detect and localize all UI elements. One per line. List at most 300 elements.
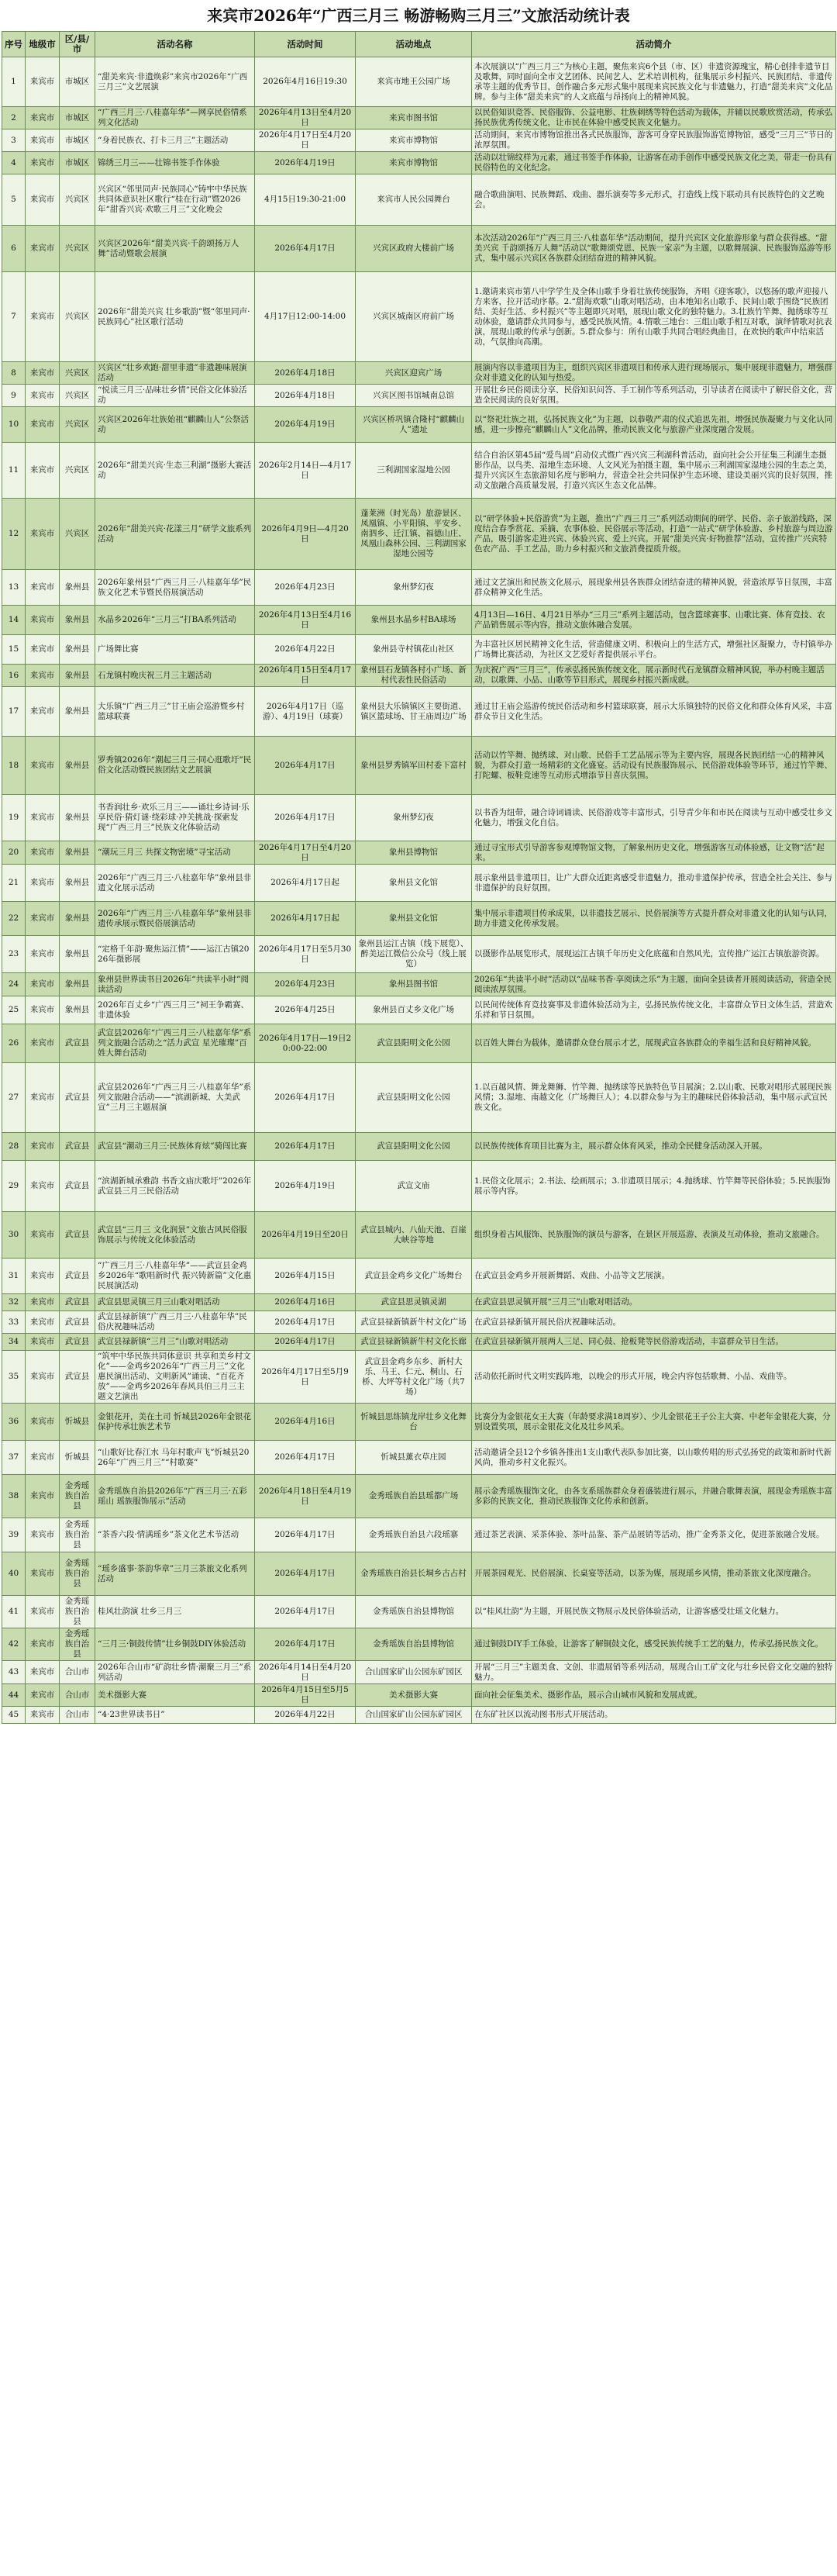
row-activity-time: 2026年4月17日 [255,1596,356,1628]
row-activity-time: 2026年4月17日 [255,1518,356,1552]
row-activity-intro: 通过文艺演出和民族文化展示，展现象州县各族群众团结奋进的精神风貌，营造浓厚节日氛围，丰富群众精神文化生活。 [472,570,836,606]
row-activity-place: 兴宾区城南区府前广场 [356,272,472,362]
row-activity-name: 兴宾区2026年壮族始祖“麒麟山人”公祭活动 [95,407,255,443]
row-activity-name: “甜美来宾·非遗焕彩”来宾市2026年“广西三月三”文艺展演 [95,57,255,107]
row-activity-time: 2026年4月17日至4月20日 [255,129,356,152]
row-activity-place: 金秀瑶族自治县博物馆 [356,1628,472,1661]
row-activity-time: 2026年4月17日 [255,1334,356,1351]
row-activity-intro: 1.民俗文化展示；2.书法、绘画展示；3.非遗项目展示；4.抛绣球、竹竿舞等民俗体验；5.民族服饰展示等内容。 [472,1161,836,1212]
row-activity-place: 蓬莱洲（时光岛）旅游景区、凤凰镇、小平阳镇、平安乡、南泗乡、迁江镇、福德山庄、凤凰山森林公园、三利湖国家湿地公园等 [356,499,472,570]
row-county: 金秀瑶族自治县 [60,1475,95,1518]
row-activity-name: “三月三·铜鼓传情”壮乡铜鼓DIY体验活动 [95,1628,255,1661]
row-activity-place: 来宾市地王公园广场 [356,57,472,107]
row-number: 34 [2,1334,26,1351]
row-activity-name: 武宣县“潮动三月三·民族体育炫”骑闯比赛 [95,1133,255,1161]
row-activity-time: 2026年4月17日（巡游）、4月19日（球赛） [255,687,356,737]
table-row [2,1552,836,1596]
row-activity-intro: 开展茶园观光、民俗展演、长桌宴等活动，以茶为媒，展现瑶乡风情，推动茶旅文化深度融合。 [472,1552,836,1596]
row-activity-intro: 在武宣县思灵镇开展“三月三”山歌对唱活动。 [472,1294,836,1311]
row-county: 象州县 [60,737,95,795]
row-city: 来宾市 [26,272,60,362]
row-activity-intro: 以书香为纽带，融合诗词诵读、民俗游戏等丰富形式，引导青少年和市民在阅读与互动中感受壮乡文化魅力，增强文化自信。 [472,795,836,841]
table-row [2,973,836,996]
row-activity-intro: 以“桂风壮韵”为主题，开展民族文物展示及民俗体验活动，让游客感受壮瑶文化魅力。 [472,1596,836,1628]
row-activity-place: 兴宾区迎宾广场 [356,362,472,385]
row-activity-time: 2026年4月23日 [255,570,356,606]
row-activity-time: 2026年4月13日至4月16日 [255,606,356,635]
row-activity-intro: 以百姓大舞台为载体，邀请群众登台展示才艺，展现武宣各族群众的幸福生活和良好精神风貌。 [472,1024,836,1063]
row-number: 44 [2,1684,26,1707]
row-activity-time: 2026年2月14日—4月17日 [255,443,356,499]
row-activity-intro: 以“研学体验+民俗游赏”为主题，推出“广西三月三”系列活动期间的研学、民俗、亲子旅游线路，深度结合春季赏花、采摘、农事体验、民俗展示等活动，打造“一站式”研学体验游、乡村旅游与周边游产品，吸引游客走进兴宾、体验兴宾、爱上兴宾。开展“甜美兴宾·好物推荐”活动，宣传推广兴宾特色农产品、手工艺品，助力乡村振兴和文旅消费提质升级。 [472,499,836,570]
row-activity-name: “瑶乡盛事·茶韵华章”三月三茶旅文化系列活动 [95,1552,255,1596]
table-row [2,606,836,635]
row-activity-place: 武宣县阳明文化公园 [356,1024,472,1063]
row-activity-intro: 集中展示非遗项目传承成果，以非遗技艺展示、民俗展演等方式提升群众对非遗文化的认知与认同，助力非遗文化传承发展。 [472,902,836,936]
row-county: 象州县 [60,996,95,1024]
row-activity-intro: 通过铜鼓DIY手工体验，让游客了解铜鼓文化，感受民族传统手工艺的魅力，传承弘扬民族文化。 [472,1628,836,1661]
row-activity-intro: 为丰富社区居民精神文化生活，营造健康文明、积极向上的生活方式，增强社区凝聚力，寺村镇举办广场舞比赛活动，为社区文艺爱好者提供展示平台。 [472,635,836,665]
row-activity-intro: 2026年“共读半小时”活动以“品味书香·享阅读之乐”为主题，面向全县读者开展阅读活动，营造全民阅读浓厚氛围。 [472,973,836,996]
row-number: 35 [2,1351,26,1404]
row-county: 兴宾区 [60,407,95,443]
row-city: 来宾市 [26,1161,60,1212]
row-activity-place: 金秀瑶族自治县瑶都广场 [356,1475,472,1518]
row-activity-intro: 组织身着古风服饰、民族服饰的演员与游客，在景区开展巡游、表演及互动体验，推动文旅融合。 [472,1212,836,1259]
row-activity-time: 2026年4月17日—19日20:00-22:00 [255,1024,356,1063]
row-activity-intro: 展示金秀瑶族服饰文化，由各支系瑶族群众身着盛装进行展示，并融合歌舞表演，展现金秀瑶族丰富多彩的民族文化，推动民族服饰文化传承和创新。 [472,1475,836,1518]
row-activity-time: 2026年4月17日至4月20日 [255,841,356,865]
row-number: 6 [2,226,26,272]
table-row [2,936,836,973]
row-activity-time: 2026年4月17日 [255,1552,356,1596]
row-activity-place: 武宣县禄新镇新牛村文化长廊 [356,1334,472,1351]
row-activity-time: 2026年4月19日 [255,152,356,174]
row-activity-name: “广西三月三·八桂嘉年华”—网享民俗情系列文化活动 [95,107,255,129]
row-activity-intro: 在东矿社区以流动图书形式开展活动。 [472,1707,836,1724]
row-city: 来宾市 [26,1311,60,1334]
table-row [2,1294,836,1311]
row-activity-time: 2026年4月15日至4月17日 [255,665,356,687]
table-row [2,499,836,570]
row-county: 武宣县 [60,1259,95,1294]
row-activity-name: 2026年“甜美兴宾·花漾三月”研学文旅系列活动 [95,499,255,570]
row-activity-name: 兴宾区2026年“甜美兴宾·千韵颂扬万人舞”活动暨歌会展演 [95,226,255,272]
row-activity-name: 2026年象州县“广西三月三·八桂嘉年华”民族文化艺术节暨民俗展演活动 [95,570,255,606]
row-activity-time: 4月15日19:30-21:00 [255,174,356,226]
row-activity-name: 2026年“广西三月三·八桂嘉年华”象州县非遗传承展示暨民俗展演活动 [95,902,255,936]
row-city: 来宾市 [26,499,60,570]
row-number: 23 [2,936,26,973]
row-activity-intro: 本次展演以“广西三月三”为核心主题，聚焦来宾6个县（市、区）非遗资源瑰宝，精心创排非遗节目及歌舞，同时面向全市文艺团体、民间艺人、艺术培训机构，征集展示乡村振兴、民族团结、非遗传承等主题的优秀节目，创作融合多元形式集中展现来宾民族文化与非遗魅力，打造“甜美来宾”文化品牌。参与主体“甜美来宾”的人文底蕴与昂扬向上的精神风貌。 [472,57,836,107]
row-activity-place: 忻城县薰衣草庄园 [356,1441,472,1475]
table-row [2,1259,836,1294]
table-row [2,1661,836,1684]
row-county: 忻城县 [60,1404,95,1441]
table-row [2,362,836,385]
row-number: 36 [2,1404,26,1441]
table-row [2,1133,836,1161]
row-activity-time: 2026年4月13日至4月20日 [255,107,356,129]
row-activity-intro: 融合歌曲演唱、民族舞蹈、戏曲、器乐演奏等多元形式，打造线上线下联动具有民族特色的文艺晚会。 [472,174,836,226]
row-activity-intro: 展演内容以非遗项目为主，组织兴宾区非遗项目和传承人进行现场展示，集中展现非遗魅力，增强群众对非遗文化的认知与热爱。 [472,362,836,385]
row-activity-time: 2026年4月15日至5月5日 [255,1684,356,1707]
row-city: 来宾市 [26,407,60,443]
row-activity-time: 2026年4月17日 [255,1311,356,1334]
row-county: 兴宾区 [60,174,95,226]
row-county: 象州县 [60,973,95,996]
row-number: 43 [2,1661,26,1684]
header-city: 地级市 [26,32,60,57]
row-activity-name: 大乐镇“广西三月三”甘王庙会巡游暨乡村篮球联赛 [95,687,255,737]
row-activity-place: 兴宾区桥巩镇合隆村“麒麟山人”遗址 [356,407,472,443]
table-row [2,443,836,499]
row-activity-time: 2026年4月19日至20日 [255,1212,356,1259]
table-row [2,687,836,737]
row-activity-place: 忻城县思练镇龙岸壮乡文化舞台 [356,1404,472,1441]
row-number: 14 [2,606,26,635]
row-activity-place: 象州县百丈乡文化广场 [356,996,472,1024]
row-number: 26 [2,1024,26,1063]
row-county: 市城区 [60,129,95,152]
row-number: 27 [2,1063,26,1133]
row-number: 29 [2,1161,26,1212]
row-city: 来宾市 [26,107,60,129]
row-activity-name: 武宣县禄新镇“广西三月三·八桂嘉年华”民俗庆祝趣味活动 [95,1311,255,1334]
row-activity-name: “山歌好比春江水 马年村歌声飞”忻城县2026年“广西三月三”“村歌赛” [95,1441,255,1475]
row-activity-place: 合山国家矿山公园东矿园区 [356,1707,472,1724]
row-activity-name: 2026年百丈乡“广西三月三”祠王争霸赛、非遗体验 [95,996,255,1024]
row-county: 象州县 [60,606,95,635]
row-activity-intro: 在武宣县禄新镇开展民俗庆祝趣味活动。 [472,1311,836,1334]
row-county: 金秀瑶族自治县 [60,1518,95,1552]
row-activity-intro: 活动期间，来宾市博物馆推出各式民族服饰，游客可身穿民族服饰游览博物馆，感受“三月三”节日的浓厚氛围。 [472,129,836,152]
table-row [2,1518,836,1552]
row-activity-intro: 以民族传统体育项目比赛为主，展示群众体育风采，推动全民健身活动深入开展。 [472,1133,836,1161]
row-number: 21 [2,865,26,902]
row-activity-name: “身着民族衣、打卡三月三”主题活动 [95,129,255,152]
table-row [2,1161,836,1212]
row-city: 来宾市 [26,795,60,841]
table-row [2,129,836,152]
row-activity-name: 武宣县禄新镇“三月三”山歌对唱活动 [95,1334,255,1351]
row-city: 来宾市 [26,996,60,1024]
row-county: 金秀瑶族自治县 [60,1552,95,1596]
row-city: 来宾市 [26,1212,60,1259]
row-number: 45 [2,1707,26,1724]
table-row [2,385,836,407]
row-activity-place: 象州县博物馆 [356,841,472,865]
row-county: 合山市 [60,1684,95,1707]
row-city: 来宾市 [26,1707,60,1724]
row-activity-place: 武宣县金鸡乡东乡、新村大乐、马王、仁元、桐山、石桥、大坪等村文化广场（共7场） [356,1351,472,1404]
row-number: 15 [2,635,26,665]
row-activity-place: 武宣县金鸡乡文化广场舞台 [356,1259,472,1294]
row-city: 来宾市 [26,1628,60,1661]
table-row [2,665,836,687]
row-county: 象州县 [60,687,95,737]
row-county: 武宣县 [60,1294,95,1311]
row-activity-time: 2026年4月9日—4月20日 [255,499,356,570]
table-row [2,272,836,362]
table-row [2,1063,836,1133]
row-activity-time: 2026年4月18日 [255,362,356,385]
row-number: 12 [2,499,26,570]
row-activity-place: 来宾市博物馆 [356,129,472,152]
row-activity-place: 武宣县阳明文化公园 [356,1063,472,1133]
row-activity-name: “滨湖新城承雅韵 书香文庙庆歌圩”2026年武宣县三月三民俗活动 [95,1161,255,1212]
row-number: 28 [2,1133,26,1161]
row-activity-time: 2026年4月14日至4月20日 [255,1661,356,1684]
row-activity-name: 金秀瑶族自治县2026年“广西三月三·五彩瑶山 瑶族服饰展示”活动 [95,1475,255,1518]
row-activity-name: 书香润壮乡·欢乐三月三——诵壮乡诗词·乐享民俗·猜灯谜·绕彩球·冲关挑战·探索发现“广西三月三”民族文化体验活动 [95,795,255,841]
row-county: 象州县 [60,665,95,687]
row-number: 33 [2,1311,26,1334]
row-city: 来宾市 [26,174,60,226]
row-county: 武宣县 [60,1063,95,1133]
row-number: 32 [2,1294,26,1311]
row-county: 象州县 [60,902,95,936]
row-activity-name: 桂风壮韵演 壮乡三月三 [95,1596,255,1628]
row-city: 来宾市 [26,1552,60,1596]
row-activity-time: 2026年4月17日 [255,226,356,272]
row-county: 武宣县 [60,1334,95,1351]
row-city: 来宾市 [26,1661,60,1684]
row-activity-place: 来宾市图书馆 [356,107,472,129]
row-city: 来宾市 [26,385,60,407]
row-activity-place: 象州县大乐镇镇区主要街道、镇区篮球场、甘王庙周边广场 [356,687,472,737]
row-activity-name: 锦绣三月三——壮锦书签手作体验 [95,152,255,174]
row-city: 来宾市 [26,737,60,795]
header-time: 活动时间 [255,32,356,57]
row-activity-time: 2026年4月15日 [255,1259,356,1294]
row-activity-name: “定格千年韵·聚焦运江情”——运江古镇2026年摄影展 [95,936,255,973]
row-county: 合山市 [60,1661,95,1684]
row-activity-place: 象州县运江古镇（线下展览）、醉美运江微信公众号（线上展览） [356,936,472,973]
table-row [2,1351,836,1404]
row-number: 25 [2,996,26,1024]
row-activity-time: 2026年4月17日 [255,737,356,795]
row-activity-time: 2026年4月17日 [255,1628,356,1661]
row-activity-time: 2026年4月16日 [255,1404,356,1441]
row-city: 来宾市 [26,443,60,499]
row-number: 17 [2,687,26,737]
row-activity-intro: 活动依托新时代文明实践阵地，以晚会的形式开展，晚会内容包括歌舞、小品、戏曲等。 [472,1351,836,1404]
table-row [2,737,836,795]
row-county: 象州县 [60,865,95,902]
row-activity-name: 石龙镇村晚庆祝三月三主题活动 [95,665,255,687]
header-intro: 活动简介 [472,32,836,57]
row-activity-place: 合山国家矿山公园东矿园区 [356,1661,472,1684]
table-row [2,635,836,665]
row-county: 市城区 [60,152,95,174]
row-number: 5 [2,174,26,226]
row-county: 武宣县 [60,1133,95,1161]
table-row [2,996,836,1024]
row-city: 来宾市 [26,1133,60,1161]
row-city: 来宾市 [26,865,60,902]
row-activity-intro: 以民间传统体育竞技赛事及非遗体验活动为主，弘扬民族传统文化，丰富群众节日文体生活，营造欢乐祥和节日氛围。 [472,996,836,1024]
row-city: 来宾市 [26,1404,60,1441]
row-city: 来宾市 [26,57,60,107]
row-activity-intro: 1.邀请来宾市第八中学学生及全体山歌手身着壮族传统服饰，齐唱《迎客歌》，以悠扬的歌声迎接八方来客，拉开活动序幕。2.“甜海欢歌”山歌对唱活动，由本地知名山歌手、民间山歌手围绕“民族团结、美好生活、乡村振兴”等主题即兴对唱，展现山歌文化的独特魅力。3.壮族竹竿舞、抛绣球等互动体验，邀请群众共同参与，感受民族风情。4.情歌三地台：三组山歌手相互对歌，演绎情歌对抗表演，展现山歌的传承与创新。5.群众参与：所有山歌手共同合唱经典曲目，在欢快的歌声中结束活动，气氛推向高潮。 [472,272,836,362]
row-city: 来宾市 [26,1475,60,1518]
row-number: 31 [2,1259,26,1294]
table-row [2,1684,836,1707]
header-county: 区/县/市 [60,32,95,57]
row-city: 来宾市 [26,1351,60,1404]
row-number: 18 [2,737,26,795]
row-activity-time: 2026年4月17日起 [255,865,356,902]
row-number: 22 [2,902,26,936]
row-activity-intro: 展示象州县非遗项目，让广大群众近距离感受非遗魅力，推动非遗保护传承，营造全社会关注、参与非遗保护的良好氛围。 [472,865,836,902]
row-activity-name: 武宣县2026年“广西三月三·八桂嘉年华”系列文旅融合活动之“活力武宣 星光璀璨”百姓大舞台活动 [95,1024,255,1063]
row-activity-intro: 在武宣县金鸡乡开展新舞蹈、戏曲、小品等文艺展演。 [472,1259,836,1294]
row-activity-name: “筑牢中华民族共同体意识 共享和美乡村文化”——金鸡乡2026年“广西三月三”文化惠民演出活动、文明新风”诵读、“百花齐放”——金鸡乡2026年春风具伯三月三主题文艺演出 [95,1351,255,1404]
row-city: 来宾市 [26,129,60,152]
row-city: 来宾市 [26,1684,60,1707]
row-activity-time: 2026年4月16日 [255,1294,356,1311]
row-activity-time: 2026年4月18日至4月19日 [255,1475,356,1518]
table-row [2,865,836,902]
row-number: 19 [2,795,26,841]
row-activity-name: 广场舞比赛 [95,635,255,665]
row-county: 武宣县 [60,1161,95,1212]
table-row [2,1441,836,1475]
row-city: 来宾市 [26,635,60,665]
row-activity-intro: 开展“三月三”主题美食、文创、非遗展销等系列活动，展现合山工矿文化与壮乡民俗文化交融的独特魅力。 [472,1661,836,1684]
row-county: 金秀瑶族自治县 [60,1628,95,1661]
row-activity-place: 象州县石龙镇各村小广场、新村代表性民俗活动 [356,665,472,687]
table-row [2,1404,836,1441]
row-number: 39 [2,1518,26,1552]
table-row [2,226,836,272]
row-county: 兴宾区 [60,499,95,570]
row-activity-intro: 活动邀请全县12个乡镇各推出1支山歌代表队参加比赛，以山歌传唱的形式弘扬党的政策和新时代新风尚，推动乡村文化振兴。 [472,1441,836,1475]
row-city: 来宾市 [26,1596,60,1628]
row-city: 来宾市 [26,665,60,687]
row-activity-time: 2026年4月19日 [255,1161,356,1212]
row-activity-name: 罗秀镇2026年“潮起三月三·同心逛歌圩”民俗文化活动暨民族团结文艺展演 [95,737,255,795]
row-activity-name: 金银花开，美在土司 忻城县2026年金银花保护传承壮族艺术节 [95,1404,255,1441]
row-activity-name: 水晶乡2026年“三月三”打BA系列活动 [95,606,255,635]
row-activity-name: 象州县世界读书日2026年“共读半小时”阅读活动 [95,973,255,996]
row-activity-name: “潮玩三月三 共探文物密境”寻宝活动 [95,841,255,865]
row-activity-place: 来宾市博物馆 [356,152,472,174]
row-city: 来宾市 [26,1063,60,1133]
row-activity-intro: 通过甘王庙会巡游传统民俗活动和乡村篮球联赛，展示大乐镇独特的民俗文化和群众体育风采，丰富群众节日文化生活。 [472,687,836,737]
row-activity-place: 武宣文庙 [356,1161,472,1212]
row-number: 24 [2,973,26,996]
row-county: 武宣县 [60,1351,95,1404]
row-activity-name: “广西三月三·八桂嘉年华”——武宣县金鸡乡2026年“歌唱新时代 振兴铸新篇”文化惠民展演活动 [95,1259,255,1294]
row-activity-place: 美术摄影大赛 [356,1684,472,1707]
row-county: 武宣县 [60,1212,95,1259]
row-number: 13 [2,570,26,606]
row-activity-intro: 4月13日—16日、4月21日举办“三月三”系列主题活动，包含篮球赛事、山歌比赛、体育竞技、农产品销售展示等内容，推动文旅体融合发展。 [472,606,836,635]
table-row [2,1024,836,1063]
row-number: 9 [2,385,26,407]
row-county: 市城区 [60,57,95,107]
row-number: 37 [2,1441,26,1475]
row-activity-intro: 比赛分为金银花女王大赛（年龄要求满18周岁）、少儿金银花王子公主大赛、中老年金银花大赛，分别设置奖项，展示金银花文化及壮乡风采。 [472,1404,836,1441]
table-row [2,1628,836,1661]
row-number: 1 [2,57,26,107]
row-activity-intro: 1.以百越风情、舞龙舞狮、竹竿舞、抛绣球等民族特色节目展演；2.以山歌、民歌对唱形式展现民族风情；3.湿地、南越文化（广场舞巨人）；4.以群众参与为主的趣味民俗体验活动，集中展示武宣民族文化。 [472,1063,836,1133]
row-county: 市城区 [60,107,95,129]
row-activity-place: 象州县寺村镇花山社区 [356,635,472,665]
row-number: 11 [2,443,26,499]
row-activity-place: 兴宾区图书馆城南总馆 [356,385,472,407]
row-city: 来宾市 [26,1441,60,1475]
row-activity-time: 2026年4月22日 [255,1707,356,1724]
row-city: 来宾市 [26,226,60,272]
table-row [2,1707,836,1724]
row-city: 来宾市 [26,1259,60,1294]
row-activity-intro: 结合自治区第45届“爱鸟周”启动仪式暨广西兴宾三利湖科普活动，面向社会公开征集三利湖生态摄影作品，以鸟类、湿地生态环境、人文风光为拍摄主题，集中展示三利湖国家湿地公园的生态之美，提升兴宾区生态旅游知名度与影响力，营造全社会共同保护生态环境、建设美丽兴宾的良好氛围，推动文旅融合高质量发展，打造兴宾区生态文化品牌。 [472,443,836,499]
row-activity-intro: 开展壮乡民俗阅读分享、民俗知识问答、手工制作等系列活动，引导读者在阅读中了解民俗文化，营造全民阅读的良好氛围。 [472,385,836,407]
row-activity-time: 2026年4月17日至5月30日 [255,936,356,973]
row-activity-time: 4月17日12:00-14:00 [255,272,356,362]
table-row [2,570,836,606]
row-number: 8 [2,362,26,385]
row-activity-intro: 活动以壮锦纹样为元素，通过书签手作体验，让游客在动手创作中感受民族文化之美，带走一份具有民俗特色的文化纪念。 [472,152,836,174]
row-activity-name: 武宣县“三月三 文化润景”文旅古风民俗服饰展示与传统文化体验活动 [95,1212,255,1259]
sheet-title: 来宾市2026年“广西三月三 畅游畅购三月三”文旅活动统计表 [207,6,630,25]
row-county: 兴宾区 [60,385,95,407]
row-city: 来宾市 [26,687,60,737]
header-row [2,32,836,57]
row-city: 来宾市 [26,1334,60,1351]
row-activity-time: 2026年4月17日 [255,1063,356,1133]
row-city: 来宾市 [26,1518,60,1552]
row-activity-place: 武宣县城内、八仙天池、百崖大峡谷等地 [356,1212,472,1259]
row-activity-name: 2026年“甜美兴宾 壮乡歌韵”暨“邻里同声·民族同心”社区歌行活动 [95,272,255,362]
row-activity-place: 武宣县阳明文化公园 [356,1133,472,1161]
row-activity-name: “茶香六段·情满瑶乡”茶文化艺术节活动 [95,1518,255,1552]
activity-table [2,31,836,1724]
row-county: 兴宾区 [60,443,95,499]
row-activity-name: 2026年合山市“矿韵壮乡情·潮聚三月三”系列活动 [95,1661,255,1684]
row-activity-place: 三利湖国家湿地公园 [356,443,472,499]
row-activity-intro: 活动以竹竿舞、抛绣球、对山歌、民俗手工艺品展示等为主要内容，展现各民族团结一心的精神风貌，为群众打造一场精彩的文化盛宴。活动设有民族服饰展示、民俗游戏体验等环节，通过竹竿舞、打陀螺、板鞋竞速等互动形式增添节日喜庆氛围。 [472,737,836,795]
row-number: 40 [2,1552,26,1596]
row-activity-name: 美术摄影大赛 [95,1684,255,1707]
table-row [2,841,836,865]
row-activity-intro: 在武宣县禄新镇开展两人三足、同心鼓、抢板凳等民俗游戏活动，丰富群众节日生活。 [472,1334,836,1351]
row-activity-name: 兴宾区“壮乡欢跑·甜里非遗”非遗趣味展演活动 [95,362,255,385]
table-row [2,1475,836,1518]
row-number: 4 [2,152,26,174]
row-activity-time: 2026年4月16日19:30 [255,57,356,107]
row-number: 30 [2,1212,26,1259]
row-county: 象州县 [60,795,95,841]
row-county: 忻城县 [60,1441,95,1475]
table-row [2,107,836,129]
row-county: 金秀瑶族自治县 [60,1596,95,1628]
row-number: 3 [2,129,26,152]
row-activity-place: 金秀瑶族自治县长垌乡古占村 [356,1552,472,1596]
row-number: 41 [2,1596,26,1628]
row-activity-time: 2026年4月18日 [255,385,356,407]
table-row [2,407,836,443]
row-county: 象州县 [60,841,95,865]
row-activity-name: 兴宾区“邻里同声·民族同心”铸牢中华民族共同体意识社区歌行“桂在行动”暨2026年“甜香兴宾·欢歌三月三”文化晚会 [95,174,255,226]
row-activity-intro: 以“祭祀壮族之祖，弘扬民族文化”为主题，以恭敬严肃的仪式追思先祖，增强民族凝聚力与文化认同感，进一步擦亮“麒麟山人”文化品牌，推动民族文化与旅游产业深度融合发展。 [472,407,836,443]
row-county: 兴宾区 [60,362,95,385]
row-activity-intro: 本次活动2026年“广西三月三·八桂嘉年华”活动期间，提升兴宾区文化旅游形象与群众获得感。“甜美兴宾 千韵颂扬万人舞”活动以“歌舞颂党恩、民族一家亲”为主题，以歌舞展演、民族服饰巡游等形式，集中展示兴宾区各族群众团结奋进的精神风貌。 [472,226,836,272]
table-row [2,152,836,174]
